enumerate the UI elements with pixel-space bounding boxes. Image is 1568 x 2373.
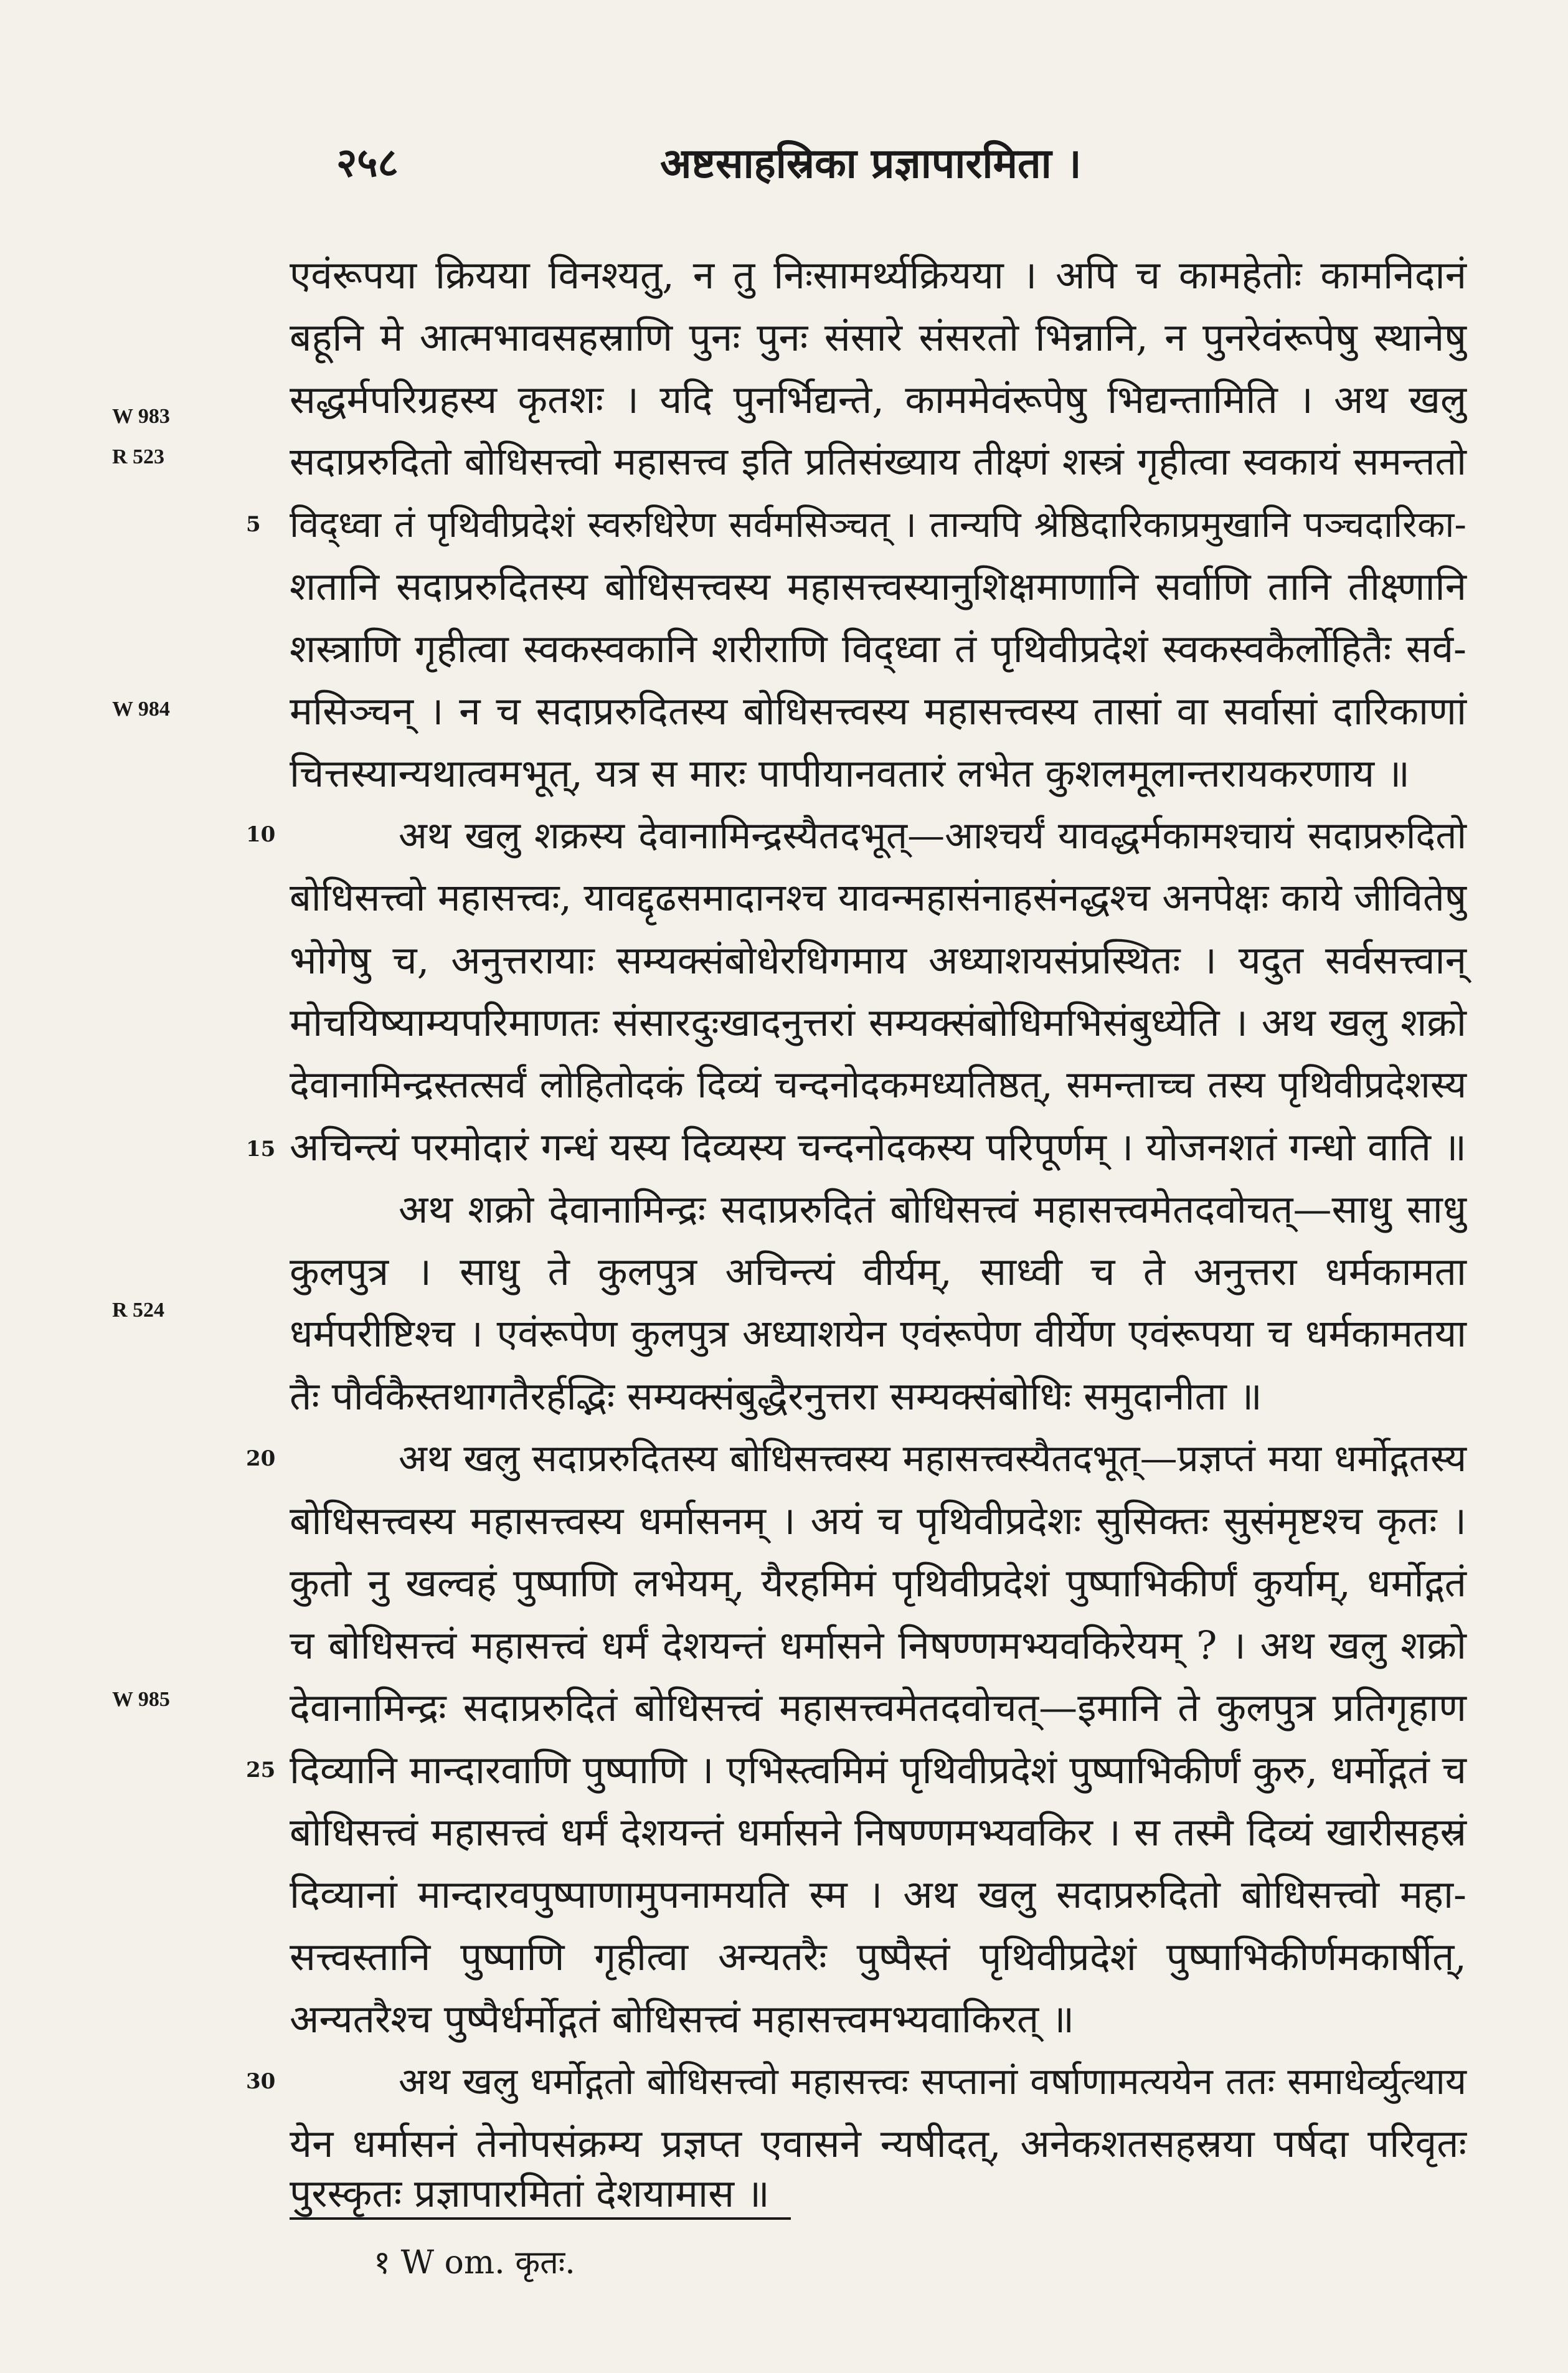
page-number: २५८ bbox=[336, 140, 399, 186]
text-line: अचिन्त्यं परमोदारं गन्धं यस्य दिव्यस्य चन्दनोदकस्य परिपूर्णम् । योजनशतं गन्धो वाति ॥ bbox=[290, 1124, 1466, 1170]
text-line: भोगेषु च, अनुत्तरायाः सम्यक्संबोधेरधिगमाय अध्याशयसंप्रस्थितः । यदुत सर्वसत्त्वान् bbox=[290, 937, 1466, 983]
page-header bbox=[336, 134, 1519, 202]
margin-ref: R 523 bbox=[112, 445, 165, 468]
text-line: येन धर्मासनं तेनोपसंक्रम्य प्रज्ञप्त एवासने न्यषीदत्, अनेकशतसहस्रया पर्षदा परिवृतः bbox=[290, 2121, 1466, 2166]
text-line: सद्धर्मपरिग्रहस्य कृतशः । यदि पुनर्भिद्यन्ते, काममेवंरूपेषु भिद्यन्तामिति । अथ खलु bbox=[290, 377, 1466, 422]
text-line: च बोधिसत्त्वं महासत्त्वं धर्मं देशयन्तं धर्मासने निषण्णमभ्यवकिरेयम् ? । अथ खलु शक्रो bbox=[290, 1622, 1466, 1668]
text-line: अथ शक्रो देवानामिन्द्रः सदाप्ररुदितं बोधिसत्त्वं महासत्त्वमेतदवोचत्—साधु साधु bbox=[399, 1186, 1466, 1232]
text-line: धर्मपरीष्टिश्च । एवंरूपेण कुलपुत्र अध्याशयेन एवंरूपेण वीर्येण एवंरूपया च धर्मकामतया bbox=[290, 1312, 1466, 1356]
margin-ref: W 983 bbox=[112, 405, 170, 428]
line-number: 30 bbox=[246, 2069, 276, 2094]
margin-ref: W 985 bbox=[112, 1688, 170, 1711]
line-number: 10 bbox=[246, 822, 276, 847]
text-line: बोधिसत्त्वो महासत्त्वः, यावद्दृढसमादानश्च यावन्महासंनाहसंनद्धश्च अनपेक्षः काये जीवितेषु bbox=[290, 876, 1466, 920]
text-line: सदाप्ररुदितो बोधिसत्त्वो महासत्त्व इति प्रतिसंख्याय तीक्ष्णं शस्त्रं गृहीत्वा स्वकायं समन्ततो bbox=[290, 440, 1466, 484]
text-line: देवानामिन्द्रः सदाप्ररुदितं बोधिसत्त्वं महासत्त्वमेतदवोचत्—इमानि ते कुलपुत्र प्रतिगृहाण bbox=[290, 1685, 1466, 1730]
text-line: अथ खलु धर्मोद्गतो बोधिसत्त्वो महासत्त्वः सप्तानां वर्षाणामत्ययेन ततः समाधेर्व्युत्थाय bbox=[399, 2060, 1466, 2103]
line-number: 25 bbox=[246, 1758, 276, 1783]
text-line: मोचयिष्याम्यपरिमाणतः संसारदुःखादनुत्तरां सम्यक्संबोधिमभिसंबुध्येति । अथ खलु शक्रो bbox=[290, 1000, 1466, 1045]
text-line: बहूनि मे आत्मभावसहस्राणि पुनः पुनः संसारे संसरतो भिन्नानि, न पुनरेवंरूपेषु स्थानेषु bbox=[290, 315, 1466, 360]
text-line: दिव्यानि मान्दारवाणि पुष्पाणि । एभिस्त्वमिमं पृथिवीप्रदेशं पुष्पाभिकीर्णं कुरु, धर्मोद्गतं च bbox=[290, 1747, 1466, 1793]
margin-ref: W 984 bbox=[112, 698, 170, 721]
footnote: १ W om. कृतः. bbox=[374, 2244, 575, 2281]
text-line: कुतो नु खल्वहं पुष्पाणि लभेयम्, यैरहमिमं पृथिवीप्रदेशं पुष्पाभिकीर्णं कुर्याम्, धर्मोद्गतं bbox=[290, 1560, 1466, 1606]
text-line: शतानि सदाप्ररुदितस्य बोधिसत्त्वस्य महासत्त्वस्यानुशिक्षमाणानि सर्वाणि तानि तीक्ष्णानि bbox=[290, 564, 1466, 609]
text-line: अन्यतरैश्च पुष्पैर्धर्मोद्गतं बोधिसत्त्वं महासत्त्वमभ्यवाकिरत् ॥ bbox=[290, 1996, 1075, 2042]
text-line: कुलपुत्र । साधु ते कुलपुत्र अचिन्त्यं वीर्यम्, साध्वी च ते अनुत्तरा धर्मकामता bbox=[290, 1249, 1466, 1294]
footnote-rule bbox=[290, 2217, 791, 2220]
text-line: सत्त्वस्तानि पुष्पाणि गृहीत्वा अन्यतरैः पुष्पैस्तं पृथिवीप्रदेशं पुष्पाभिकीर्णमकार्षीत्, bbox=[290, 1934, 1466, 1979]
text-line: अथ खलु शक्रस्य देवानामिन्द्रस्यैतदभूत्—आश्चर्यं यावद्धर्मकामश्चायं सदाप्ररुदितो bbox=[399, 814, 1466, 858]
line-number: 5 bbox=[246, 512, 261, 537]
line-number: 20 bbox=[246, 1446, 276, 1471]
text-line: तैः पौर्वकैस्तथागतैरर्हद्भिः सम्यक्संबुद्धैरनुत्तरा सम्यक्संबोधिः समुदानीता ॥ bbox=[290, 1373, 1262, 1419]
text-line: मसिञ्चन् । न च सदाप्ररुदितस्य बोधिसत्त्वस्य महासत्त्वस्य तासां वा सर्वासां दारिकाणां bbox=[290, 688, 1466, 734]
line-number: 15 bbox=[246, 1137, 276, 1162]
text-line: दिव्यानां मान्दारवपुष्पाणामुपनामयति स्म । अथ खलु सदाप्ररुदितो बोधिसत्त्वो महा- bbox=[290, 1872, 1466, 1917]
running-title: अष्टसाहस्रिका प्रज्ञापारमिता । bbox=[660, 139, 1082, 187]
text-line: एवंरूपया क्रियया विनश्यतु, न तु निःसामर्थ्यक्रियया । अपि च कामहेतोः कामनिदानं bbox=[290, 252, 1466, 298]
text-line: चित्तस्यान्यथात्वमभूत्, यत्र स मारः पापीयानवतारं लभेत कुशलमूलान्तरायकरणाय ॥ bbox=[290, 751, 1410, 796]
text-line: विद्ध्वा तं पृथिवीप्रदेशं स्वरुधिरेण सर्वमसिञ्चत् । तान्यपि श्रेष्ठिदारिकाप्रमुखानि पञ्चदारिका- bbox=[290, 503, 1466, 546]
text-line: शस्त्राणि गृहीत्वा स्वकस्वकानि शरीराणि विद्ध्वा तं पृथिवीप्रदेशं स्वकस्वकैर्लोहितैः सर्व- bbox=[290, 626, 1466, 671]
text-line: देवानामिन्द्रस्तत्सर्वं लोहितोदकं दिव्यं चन्दनोदकमध्यतिष्ठत्, समन्ताच्च तस्य पृथिवीप्रदेशस्य bbox=[290, 1063, 1466, 1107]
text-line: अथ खलु सदाप्ररुदितस्य बोधिसत्त्वस्य महासत्त्वस्यैतदभूत्—प्रज्ञप्तं मया धर्मोद्गतस्य bbox=[399, 1437, 1466, 1480]
margin-ref: R 524 bbox=[112, 1299, 165, 1322]
text-line: पुरस्कृतः प्रज्ञापारमितां देशयामास ॥ bbox=[290, 2171, 770, 2216]
text-line: बोधिसत्त्वं महासत्त्वं धर्मं देशयन्तं धर्मासने निषण्णमभ्यवकिर । स तस्मै दिव्यं खारीसहस्रं bbox=[290, 1809, 1466, 1855]
text-line: बोधिसत्त्वस्य महासत्त्वस्य धर्मासनम् । अयं च पृथिवीप्रदेशः सुसिक्तः सुसंमृष्टश्च कृतः । bbox=[290, 1498, 1466, 1543]
